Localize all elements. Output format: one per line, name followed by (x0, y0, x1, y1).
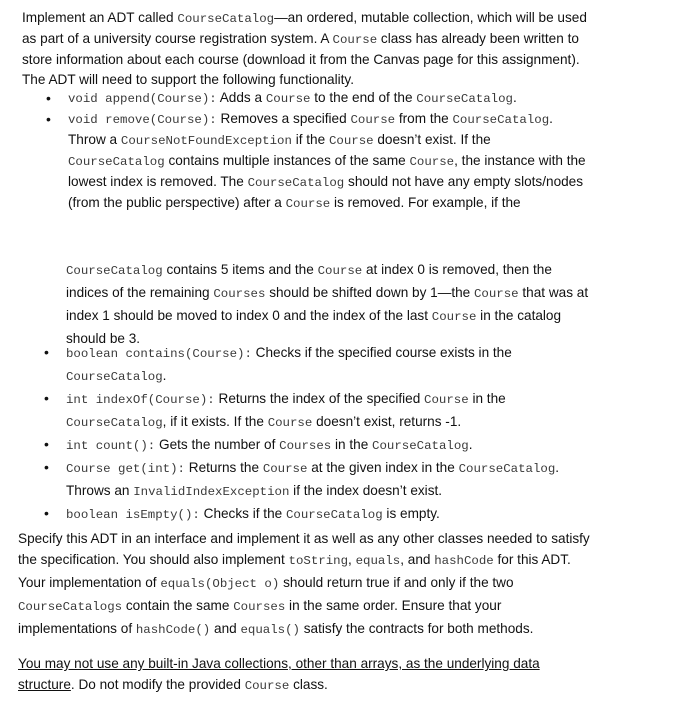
text-span: should be 3. (66, 331, 141, 346)
code-span: Course (267, 416, 313, 430)
text-span: lowest index is removed. The (68, 174, 248, 189)
text-span: index 1 should be moved to index 0 and the index of the last (66, 308, 432, 323)
code-span: Course get(int): (66, 462, 185, 476)
text-span: in the (331, 437, 373, 452)
code-span: InvalidIndexException (133, 485, 290, 499)
text-line (66, 282, 588, 305)
code-span: Course (317, 264, 363, 278)
code-span: Courses (233, 600, 286, 614)
code-span: equals() (240, 623, 300, 637)
text-span: if the index doesn’t exist. (289, 483, 443, 498)
text-span: is empty. (382, 506, 440, 521)
spec-paragraph (18, 528, 590, 641)
code-span: CourseCatalog (247, 176, 345, 190)
text-span: . (512, 90, 517, 105)
text-line (68, 193, 586, 214)
code-span: Course (244, 679, 290, 693)
method-list-part1 (46, 88, 586, 214)
text-span: Returns the index of the specified (214, 391, 425, 406)
bullet-icon: • (46, 90, 51, 106)
remove-continuation (66, 259, 588, 349)
text-span: the specification. You should also implement (18, 552, 289, 567)
text-span: class has already been written to (377, 31, 579, 46)
text-span: , (348, 552, 356, 567)
bullet-icon: • (44, 436, 49, 452)
text-span: Specify this ADT in an interface and implement it as well as any other classes needed to satisfy (18, 531, 590, 546)
text-line (22, 8, 587, 29)
text-line (66, 365, 559, 388)
text-line (66, 259, 588, 282)
text-span: as part of a university course registration system. A (22, 31, 333, 46)
text-span: is removed. For example, if the (330, 195, 521, 210)
text-span: You may not use any built-in Java collections, other than arrays, as the underlying data (18, 656, 540, 671)
list-item-contains (44, 342, 559, 388)
text-line (68, 109, 586, 130)
code-span: CourseCatalog (66, 370, 163, 384)
text-span: . (468, 437, 473, 452)
text-span: Gets the number of (155, 437, 280, 452)
code-span: void append(Course): (68, 92, 217, 106)
text-span: implementations of (18, 621, 136, 636)
text-line (66, 305, 588, 328)
text-span: and (210, 621, 241, 636)
code-span: Course (328, 134, 374, 148)
code-span: equals(Object o) (160, 577, 280, 591)
text-span: . (549, 111, 553, 126)
text-span: Removes a specified (216, 111, 351, 126)
code-span: equals (355, 554, 401, 568)
intro-paragraph (22, 8, 587, 90)
text-line (66, 411, 559, 434)
text-span: contain the same (122, 598, 234, 613)
code-span: CourseCatalog (177, 12, 275, 26)
text-line (22, 70, 587, 90)
text-span: , the instance with the (454, 153, 586, 168)
text-line (66, 503, 559, 526)
code-span: CourseCatalog (458, 462, 556, 476)
bullet-icon: • (46, 111, 51, 127)
code-span: CourseCatalog (372, 439, 469, 453)
text-span: for this ADT. (493, 552, 571, 567)
code-span: Course (332, 33, 378, 47)
text-span: The ADT will need to support the following functionality. (22, 72, 354, 87)
code-span: Course (424, 393, 469, 407)
text-span: Returns the (184, 460, 263, 475)
code-span: CourseCatalog (66, 264, 163, 278)
text-span: store information about each course (download it from the Canvas page for this assignment). (22, 52, 580, 67)
list-item-remove (46, 109, 586, 214)
list-item-get (44, 457, 560, 503)
text-span: , and (400, 552, 435, 567)
bullet-icon: • (44, 505, 49, 521)
text-line (18, 595, 590, 618)
bullet-icon: • (44, 344, 49, 360)
code-span: int indexOf(Course): (66, 393, 215, 407)
list-item-count (44, 434, 559, 457)
text-span: should not have any empty slots/nodes (344, 174, 584, 189)
text-span: if the (291, 132, 329, 147)
text-span: Throws an (66, 483, 134, 498)
code-span: Course (350, 113, 396, 127)
text-span: . Do not modify the provided (70, 677, 245, 692)
text-line (66, 434, 559, 457)
text-span: Adds a (216, 90, 266, 105)
text-line (66, 342, 559, 365)
text-line (68, 172, 586, 193)
text-line (18, 674, 540, 697)
text-span: in the catalog (476, 308, 562, 323)
text-span: that was at (518, 285, 589, 300)
text-line (68, 130, 586, 151)
code-span: CourseCatalogs (18, 600, 123, 614)
text-span: . (555, 460, 560, 475)
text-line (66, 457, 559, 480)
code-span: CourseCatalog (416, 92, 513, 106)
text-span: . (162, 368, 167, 383)
text-span: at index 0 is removed, then the (362, 262, 552, 277)
code-span: CourseCatalog (285, 508, 383, 522)
text-span: Implement an ADT called (22, 10, 178, 25)
restriction-paragraph (18, 653, 540, 697)
text-span: from the (395, 111, 453, 126)
text-line (68, 88, 586, 109)
code-span: Course (262, 462, 308, 476)
code-span: CourseCatalog (68, 155, 165, 169)
text-line (66, 480, 559, 503)
code-span: hashCode (434, 554, 494, 568)
text-line (18, 528, 590, 549)
list-item-indexof (44, 388, 559, 434)
text-span: Checks if the specified course exists in the (251, 345, 512, 360)
text-line (18, 618, 590, 641)
text-span: indices of the remaining (66, 285, 214, 300)
method-list-part2 (44, 342, 560, 526)
text-span: Your implementation of (18, 575, 161, 590)
text-span: (from the public perspective) after a (68, 195, 286, 210)
text-span: structure (18, 677, 71, 692)
code-span: boolean isEmpty(): (66, 508, 200, 522)
bullet-icon: • (44, 459, 49, 475)
text-span: doesn’t exist. If the (373, 132, 491, 147)
text-span: to the end of the (310, 90, 417, 105)
text-span: , if it exists. If the (162, 414, 268, 429)
code-span: toString (288, 554, 349, 568)
text-span: in the (468, 391, 506, 406)
code-span: CourseCatalog (66, 416, 163, 430)
text-line (22, 50, 587, 70)
text-span: contains multiple instances of the same (164, 153, 410, 168)
code-span: int count(): (66, 439, 156, 453)
text-span: —an ordered, mutable collection, which will be used (274, 10, 587, 25)
text-span: at the given index in the (307, 460, 459, 475)
code-span: void remove(Course): (68, 113, 217, 127)
code-span: Course (431, 310, 477, 324)
code-span: Course (285, 197, 331, 211)
text-line (68, 151, 586, 172)
text-span: class. (289, 677, 328, 692)
text-line (18, 549, 590, 572)
code-span: Courses (213, 287, 266, 301)
text-line (18, 653, 540, 674)
list-item-append (46, 88, 586, 109)
code-span: Course (409, 155, 455, 169)
bullet-icon: • (44, 390, 49, 406)
text-line (18, 572, 590, 595)
list-item-isempty (44, 503, 559, 526)
code-span: Course (474, 287, 519, 301)
code-span: boolean contains(Course): (66, 347, 252, 361)
code-span: hashCode() (135, 623, 211, 637)
text-line (66, 388, 559, 411)
text-line (22, 29, 587, 50)
code-span: CourseNotFoundException (120, 134, 292, 148)
text-span: in the same order. Ensure that your (285, 598, 502, 613)
text-span: should return true if and only if the two (279, 575, 514, 590)
text-span: should be shifted down by 1—the (265, 285, 474, 300)
code-span: Courses (279, 439, 332, 453)
text-span: contains 5 items and the (162, 262, 318, 277)
code-span: CourseCatalog (452, 113, 550, 127)
text-span: Throw a (68, 132, 121, 147)
text-span: Checks if the (199, 506, 286, 521)
code-span: Course (265, 92, 311, 106)
text-span: satisfy the contracts for both methods. (299, 621, 534, 636)
text-span: doesn’t exist, returns -1. (312, 414, 462, 429)
